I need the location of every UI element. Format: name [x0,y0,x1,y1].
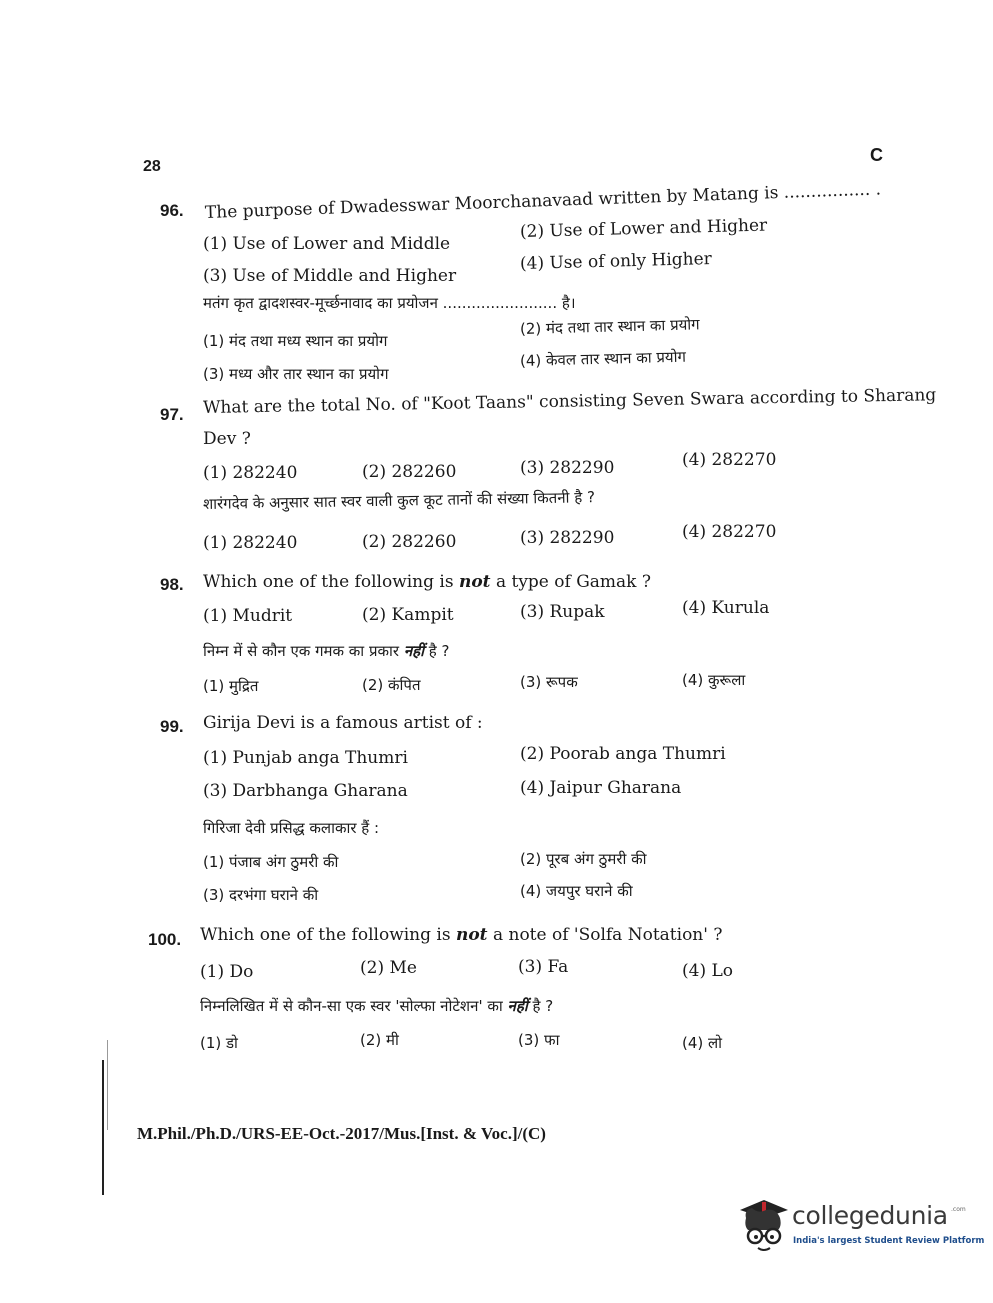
option-hi-4: (4) केवल तार स्थान का प्रयोग [519,347,687,370]
question-text-en: Which one of the following is not a note of 'Solfa Notation' ? [200,925,723,945]
option-hi-3: (3) रूपक [520,673,578,691]
option-hi-3: (3) दरभंगा घराने की [203,886,319,904]
option-hi-4: (4) 282270 [682,522,777,542]
margin-scan-line [107,1040,108,1130]
question-number: 96. [160,201,184,220]
option-hi-4: (4) लो [682,1034,723,1052]
question-text-en: Girija Devi is a famous artist of : [203,713,483,733]
option-en-4: (4) Lo [682,961,734,981]
option-en-1: (1) Punjab anga Thumri [203,748,408,768]
option-hi-3: (3) मध्य और तार स्थान का प्रयोग [203,365,389,383]
option-hi-3: (3) फा [518,1031,560,1049]
paper-code: M.Phil./Ph.D./URS-EE-Oct.-2017/Mus.[Inst. & Voc.]/(C) [137,1124,546,1143]
collegedunia-logo [736,1196,985,1258]
option-en-1: (1) 282240 [203,463,298,483]
option-en-3: (3) Use of Middle and Higher [203,266,457,286]
option-hi-1: (1) मंद तथा मध्य स्थान का प्रयोग [203,332,388,350]
option-hi-1: (1) मुद्रित [203,677,259,695]
question-text-en: The purpose of Dwadesswar Moorchanavaad written by Matang is ................ . [204,179,882,223]
option-en-2: (2) Me [360,958,417,978]
question-text-hi: निम्नलिखित में से कौन-सा एक स्वर 'सोल्फा नोटेशन' का नहीं है ? [200,997,554,1015]
option-hi-1: (1) 282240 [203,533,298,553]
option-hi-4: (4) कुरूला [682,671,746,689]
option-en-3: (3) Fa [518,957,569,977]
option-en-2: (2) 282260 [362,462,457,482]
option-en-4: (4) Use of only Higher [519,248,713,274]
option-hi-2: (2) मी [360,1031,399,1049]
option-en-3: (3) 282290 [520,458,615,478]
option-en-4: (4) Jaipur Gharana [520,778,682,798]
option-en-2: (2) Kampit [362,605,454,625]
question-text-en: What are the total No. of "Koot Taans" consisting Seven Swara according to Sharang [202,385,937,418]
option-en-2: (2) Poorab anga Thumri [520,744,726,764]
question-text-hi: गिरिजा देवी प्रसिद्ध कलाकार हैं : [203,819,380,837]
option-en-3: (3) Rupak [520,602,605,622]
option-hi-2: (2) कंपित [362,676,421,694]
option-hi-1: (1) डो [200,1034,238,1052]
question-number: 100. [148,930,182,949]
question-text-hi: मतंग कृत द्वादशस्वर-मूर्च्छनावाद का प्रयोजन ........................ है। [203,294,576,312]
option-hi-3: (3) 282290 [520,528,615,548]
option-en-1: (1) Do [200,962,254,982]
logo-suffix: .com [951,1206,966,1213]
option-hi-2: (2) मंद तथा तार स्थान का प्रयोग [519,315,700,338]
option-en-1: (1) Mudrit [203,606,293,626]
option-en-4: (4) 282270 [682,450,777,470]
logo-tagline: India's largest Student Review Platform [793,1236,985,1246]
option-hi-2: (2) 282260 [362,532,457,552]
option-en-4: (4) Kurula [682,598,770,618]
question-number: 99. [160,717,184,736]
option-hi-4: (4) जयपुर घराने की [520,882,633,900]
option-en-3: (3) Darbhanga Gharana [203,781,408,801]
margin-scan-line [102,1060,104,1195]
question-text-hi: शारंगदेव के अनुसार सात स्वर वाली कुल कूट तानों की संख्या कितनी है ? [202,488,596,513]
question-number: 98. [160,575,184,594]
option-hi-1: (1) पंजाब अंग ठुमरी की [203,853,339,871]
option-en-1: (1) Use of Lower and Middle [203,234,451,254]
logo-wordmark: collegedunia [792,1201,948,1230]
option-en-2: (2) Use of Lower and Higher [519,215,768,242]
option-hi-2: (2) पूरब अंग ठुमरी की [520,850,647,868]
question-number: 97. [160,405,184,424]
question-text-en-line2: Dev ? [203,429,251,449]
mascot-icon [736,1196,792,1256]
question-text-en: Which one of the following is not a type of Gamak ? [203,572,651,592]
question-text-hi: निम्न में से कौन एक गमक का प्रकार नहीं है ? [203,642,450,660]
set-code: C [870,145,883,165]
page-number: 28 [143,158,161,175]
